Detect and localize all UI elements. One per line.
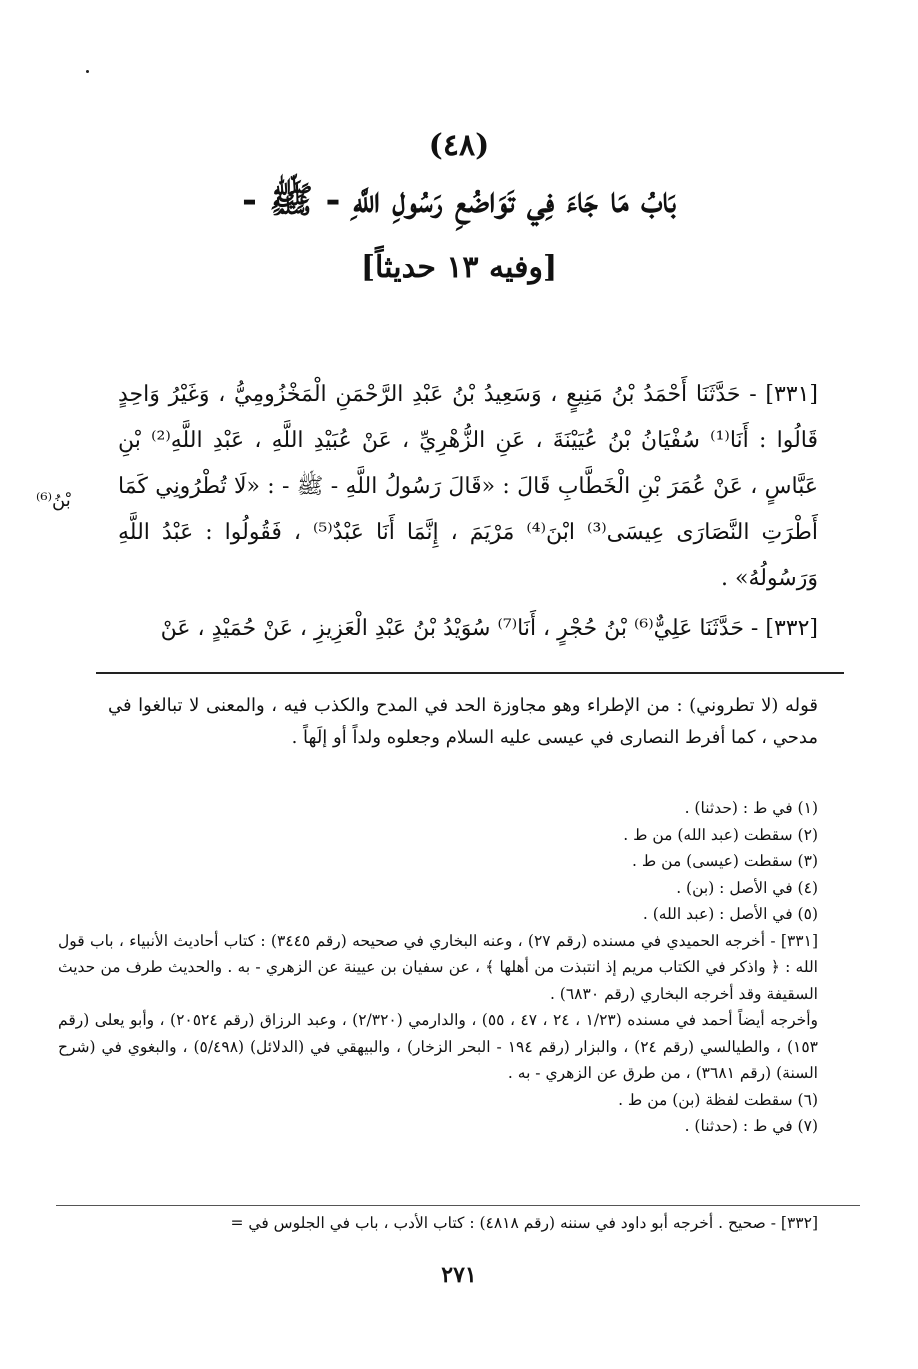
footnote: (٦) سقطت لفظة (بن) من ط . [618,1090,818,1109]
takhrij-331: [٣٣١] - أخرجه الحميدي في مسنده (رقم ٢٧) ، وعنه البخاري في صحيحه (رقم ٣٤٤٥) : كتاب أحاديث الأنبياء ، باب قول الله : ﴿ واذكر في الكتاب مريم إذ انتبذت من أهلها ﴾ ، عن سفيان بن عيينة عن الزهري - به . والحديث طرف من حديث السقيفة وقد أخرجه البخاري (رقم ٦٨٣٠) . [58,931,819,1003]
footnotes [58,795,818,1140]
footnote: (١) في ط : (حدثنا) . [684,799,818,817]
takhrij-331-more: وأخرجه أيضاً أحمد في مسنده (١/٢٣ ، ٢٤ ، ٤٧ ، ٥٥) ، والدارمي (٢/٣٢٠) ، وعبد الرزاق (رقم ٢٠٥٢٤) ، وأبو يعلى (رقم ١٥٣) ، والطيالسي (رقم ٢٤) ، والبزار (رقم ١٩٤ - البحر الزخار) ، والبيهقي في (الدلائل) (٥/٤٩٨) ، والبغوي في (شرح السنة) (رقم ٣٦٨١) ، من طرق عن الزهري - به . [58,1011,819,1082]
commentary: قوله (لا تطروني) : من الإطراء وهو مجاوزة الحد في المدح والكذب فيه ، والمعنى لا تبالغوا في مدحي ، كما أفرط النصارى في عيسى عليه السلام وجعلوه ولداً أو إلَهاً . [108,695,818,748]
ink-speck [86,70,89,73]
chapter-number: (٤٨) [428,128,490,163]
footnote: (٣) سقطت (عيسى) من ط . [632,852,818,870]
hadith-331: [٣٣١] - حَدَّثَنَا أَحْمَدُ بْنُ مَنِيعٍ ، وَسَعِيدُ بْنُ عَبْدِ الرَّحْمَنِ الْمَخْزُومِيُّ ، وَغَيْرُ وَاحِدٍ قَالُوا : أَنَا⁽¹⁾ سُفْيَانُ بْنُ عُيَيْنَةَ ، عَنِ الزُّهْرِيِّ ، عَنْ عُبَيْدِ اللَّهِ ، عَبْدِ اللَّهِ⁽²⁾ بْنِ عَبَّاسٍ ، عَنْ عُمَرَ بْنِ الْخَطَّابِ قَالَ : «قَالَ رَسُولُ اللَّهِ - ﷺ - : «لَا تُطْرُونِي كَمَا أَطْرَتِ النَّصَارَى عِيسَى⁽³⁾ ابْنَ⁽⁴⁾ مَرْيَمَ ، إِنَّمَا أَنَا عَبْدٌ⁽⁵⁾ ، فَقُولُوا : عَبْدُ اللَّهِ وَرَسُولُهُ» . [118,382,818,591]
hadith-332: [٣٣٢] - حَدَّثَنَا عَلِيٌّ⁽⁶⁾ بْنُ حُجْرٍ ، أَنَا⁽⁷⁾ سُوَيْدُ بْنُ عَبْدِ الْعَزِيزِ ، عَنْ حُمَيْدٍ ، عَنْ [160,616,818,641]
footnote: (٧) في ط : (حدثنا) . [684,1117,818,1135]
chapter-title: بَابُ مَا جَاءَ فِي تَوَاضُعِ رَسُولِ اللَّهِ - ﷺ - [242,179,676,221]
page-number: ٢٧١ [441,1262,477,1288]
takhrij-332: [٣٣٢] - صحيح . أخرجه أبو داود في سننه (رقم ٤٨١٨) : كتاب الأدب ، باب في الجلوس في = [230,1214,818,1232]
margin-note: بْنُ⁽⁶⁾ [36,490,71,511]
footnote-divider [56,1205,860,1206]
commentary-divider [96,672,844,674]
chapter-hadith-count: [وفيه ١٣ حديثاً] [360,250,558,285]
footnote: (٢) سقطت (عبد الله) من ط . [623,825,818,844]
footnote: (٤) في الأصل : (بن) . [676,878,818,897]
footnote: (٥) في الأصل : (عبد الله) . [642,905,818,923]
